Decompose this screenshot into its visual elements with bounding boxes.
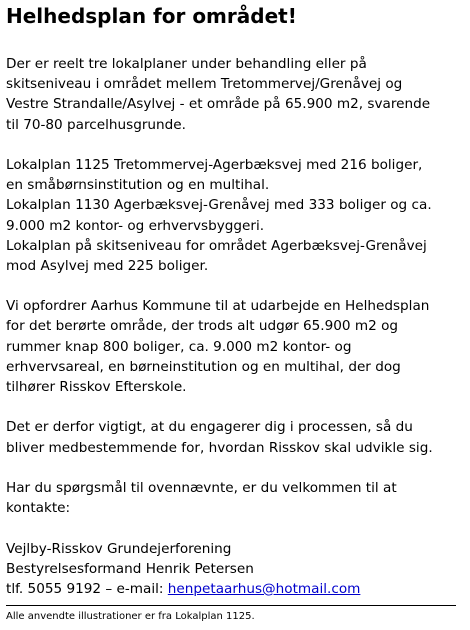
paragraph-engagement xyxy=(6,417,468,457)
text-line: erhvervsareal, en børneinstitution og en multihal, der dog xyxy=(6,358,401,375)
text-line: tilhører Risskov Efterskole. xyxy=(6,379,187,395)
paragraph-spacer xyxy=(6,458,468,478)
text-line: Vi opfordrer Aarhus Kommune til at udarbejde en Helhedsplan xyxy=(6,298,430,315)
paragraph-spacer xyxy=(6,518,468,538)
contact-phone: tlf. 5055 9192 – e-mail: xyxy=(6,580,168,597)
text-line: kontakte: xyxy=(6,500,71,517)
text-line: 9.000 m2 kontor- og erhvervsbyggeri. xyxy=(6,217,265,234)
text-line: for det berørte område, der trods alt udgør 65.900 m2 og xyxy=(6,318,399,335)
text-line: Det er derfor vigtigt, at du engagerer dig i processen, så du xyxy=(6,419,413,436)
contact-phone-email-line xyxy=(6,579,468,599)
text-line: rummer knap 800 boliger, ca. 9.000 m2 kontor- og xyxy=(6,338,352,355)
body-text xyxy=(6,54,468,599)
paragraph-local-plan-list xyxy=(6,155,468,276)
text-line: en småbørnsinstitution og en multihal. xyxy=(6,177,270,194)
paragraph-spacer xyxy=(6,397,468,417)
footnote-divider xyxy=(6,605,456,606)
text-line: Lokalplan 1125 Tretommervej-Agerbæksvej med 216 boliger, xyxy=(6,156,423,173)
text-line: til 70-80 parcelhusgrunde. xyxy=(6,116,186,133)
text-line: Lokalplan 1130 Agerbæksvej-Grenåvej med 333 boliger og ca. xyxy=(6,197,432,214)
text-line: Vestre Strandalle/Asylvej - et område på 65.900 m2, svarende xyxy=(6,96,431,113)
text-line: bliver medbestemmende for, hvordan Risskov skal udvikle sig. xyxy=(6,439,433,456)
text-line: Lokalplan på skitseniveau for området Agerbæksvej-Grenåvej xyxy=(6,237,427,254)
text-line: Der er reelt tre lokalplaner under behandling eller på xyxy=(6,56,367,72)
paragraph-local-plans-intro xyxy=(6,54,468,135)
footnote: Alle anvendte illustrationer er fra Lokalplan 1125. xyxy=(6,611,255,622)
text-line: mod Asylvej med 225 boliger. xyxy=(6,257,209,274)
paragraph-appeal xyxy=(6,296,468,397)
page-heading: Helhedsplan for området! xyxy=(6,4,297,28)
paragraph-spacer xyxy=(6,276,468,296)
contact-person: Bestyrelsesformand Henrik Petersen xyxy=(6,560,254,577)
paragraph-questions xyxy=(6,478,468,518)
text-line: skitseniveau i området mellem Tretommervej/Grenåvej og xyxy=(6,76,403,93)
contact-organization: Vejlby-Risskov Grundejerforening xyxy=(6,540,232,557)
contact-block xyxy=(6,539,468,600)
text-line: Har du spørgsmål til ovennævnte, er du velkommen til at xyxy=(6,479,397,496)
email-link[interactable]: henpetaarhus@hotmail.com xyxy=(167,580,361,597)
paragraph-spacer xyxy=(6,135,468,155)
